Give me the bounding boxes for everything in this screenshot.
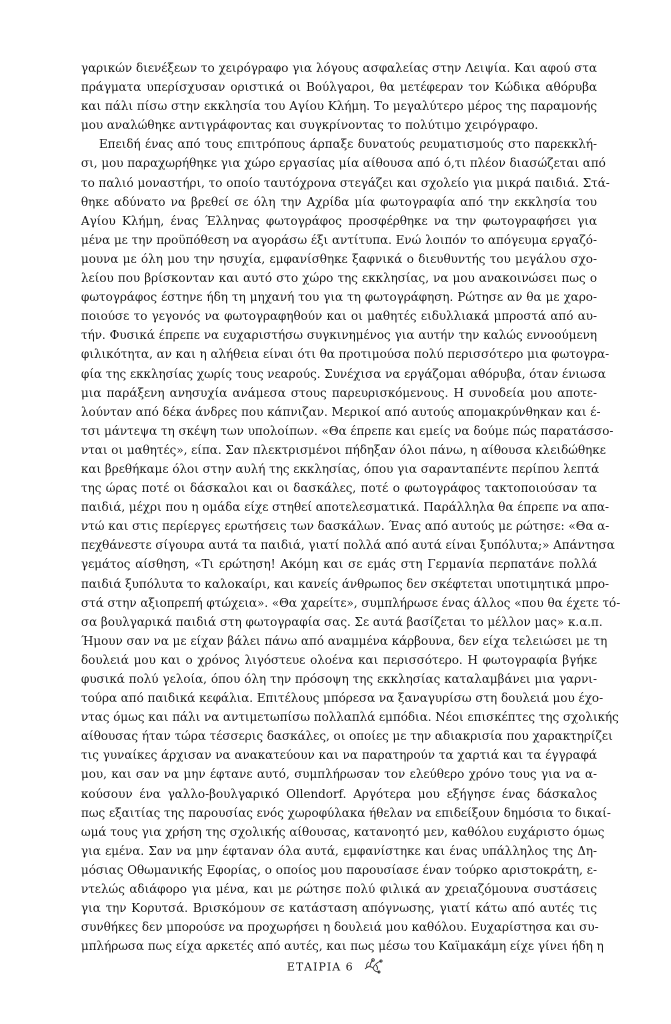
text-line: συνθήκες δεν μπορούσε να προχωρήσει η δουλειά μου καθόλου. Ευχαρίστησα και συ- xyxy=(81,920,599,935)
text-line: μια παράξενη ανησυχία ανάμεσα στους παρευρισκόμενους. Η συνοδεία μου αποτε- xyxy=(81,385,597,400)
page-footer xyxy=(0,957,671,978)
text-line: Ήμουν σαν να με είχαν βάλει πάνω από αναμμένα κάρβουνα, δεν είχα τελειώσει με τη xyxy=(81,633,608,648)
text-line: νται οι μαθητές», είπα. Σαν πλεκτρισμένοι πήδηξαν όλοι πάνω, η αίθουσα κλειδώθηκε xyxy=(81,442,606,457)
text-line: πως εξαιτίας της παρουσίας ενός χωροφύλακα ήθελαν να επιδείξουν δημόσια το δικαί- xyxy=(81,805,611,820)
page-number: 6 xyxy=(345,960,354,974)
text-line: μουνα με όλη μου την ησυχία, εμφανίσθηκε ξαφνικά ο διευθυντής του μεγάλου σχο- xyxy=(81,251,597,266)
text-line: τσι μάντεψα τη σκέψη των υπολοίπων. «Θα έπρεπε και εμείς να δούμε πώς παρατάσσο- xyxy=(81,423,614,438)
body-text xyxy=(81,59,621,956)
text-line: στά στην αξιοπρεπή φτώχεια». «Θα χαρείτε», συμπλήρωσε ένας άλλος «που θα έχετε τό- xyxy=(81,595,621,610)
text-line: κούσουν ένα γαλλο-βουλγαρικό Ollendorf. Αργότερα μου εξήγησε ένας δάσκαλος xyxy=(81,786,597,801)
text-line: μου, και σαν να μην έφτανε αυτό, συμπλήρωσαν τον ελεύθερο χρόνο τους για να α- xyxy=(81,767,597,782)
text-line: μόσιας Οθωμανικής Εφορίας, ο οποίος μου παρουσίασε έναν τούρκο αριστοκράτη, ε- xyxy=(81,862,597,877)
text-line: σι, μου παραχωρήθηκε για χώρο εργασίας μία αίθουσα από ό,τι πλέον διασώζεται από xyxy=(81,156,606,171)
text-line: παιδιά ξυπόλυτα το καλοκαίρι, και κανείς άνθρωπος δεν σκέφτεται υποτιμητικά μπρο- xyxy=(81,576,610,591)
text-line: Αγίου Κλήμη, ένας Έλληνας φωτογράφος προσφέρθηκε να την φωτογραφήσει για xyxy=(81,213,597,228)
text-line: πράγματα υπερίσχυσαν οριστικά οι Βούλγαροι, θα μετέφεραν τον Κώδικα αθόρυβα xyxy=(81,80,597,95)
text-line: λείου που βρίσκονταν και αυτό στο χώρο της εκκλησίας, να μου ανακοινώσει πως ο xyxy=(81,271,597,286)
text-line: ωμά τους για χρήση της σχολικής αίθουσας, κατανοητό μεν, καθόλου ευχάριστο όμως xyxy=(81,824,605,839)
text-line: για εμένα. Σαν να μην έφταναν όλα αυτά, εμφανίστηκε και ένας υπάλληλος της Δη- xyxy=(81,843,597,858)
text-line: φυσικά πολύ γελοία, όπου όλη την πρόσοψη της εκκλησίας καταλαμβάνει μια γαρνι- xyxy=(81,672,597,686)
text-line: και πάλι πίσω στην εκκλησία του Αγίου Κλήμη. Το μεγαλύτερο μέρος της παραμονής xyxy=(81,99,597,114)
text-line: ντελώς αδιάφορο για μένα, και με ρώτησε πολύ φιλικά αν χρειαζόμουνα συστάσεις xyxy=(81,882,597,897)
text-line: το παλιό μοναστήρι, το οποίο ταυτόχρονα στεγάζει και σχολείο για μικρά παιδιά. Στά- xyxy=(81,175,610,190)
text-line: μου αναλώθηκε αντιγράφοντας και συγκρίνοντας το πολύτιμο χειρόγραφο. xyxy=(81,118,539,133)
text-line: αίθουσας ήταν τώρα τέσσερις δασκάλες, οι οποίες με την αδιακρισία που χαρακτηρίζει xyxy=(81,729,613,744)
text-line: τήν. Φυσικά έπρεπε να ευχαριστήσω συγκινημένος για αυτήν την καλώς εννοούμενη xyxy=(81,328,597,343)
text-line: μπλήρωσα πως είχα αρκετές από αυτές, και πως μέσω του Καϊμακάμη είχε γίνει ήδη η xyxy=(81,939,604,954)
text-line: φία της εκκλησίας χωρίς τους νεαρούς. Συνέχισα να εργάζομαι αθόρυβα, όταν ένιωσα xyxy=(81,366,606,381)
text-line: πεχθάνεστε σίγουρα αυτά τα παιδιά, γιατί πολλά από αυτά είναι ξυπόλυτα;» Απάντησα xyxy=(81,538,615,553)
text-line: γεμάτος αίσθηση, «Τι ερώτηση! Ακόμη και σε εμάς στη Γερμανία περπατάνε πολλά xyxy=(81,557,597,572)
text-line: σα βουλγαρικά παιδιά στη φωτογραφία σας. Σε αυτά βασίζεται το μέλλον μας» κ.α.π. xyxy=(81,614,603,629)
text-line: τις γυναίκες άρχισαν να ανακατεύουν και να παρατηρούν τα χαρτιά και τα έγγραφά xyxy=(81,748,597,763)
text-line: θηκε αδύνατο να βρεθεί σε όλη την Αχρίδα μία φωτογραφία από την εκκλησία του xyxy=(81,194,597,209)
text-line: τούρα από παιδικά κεφάλια. Επιτέλους μπόρεσα να ξαναγυρίσω στη δουλειά μου έχο- xyxy=(81,691,604,706)
text-line: λούνταν από δέκα άνδρες που κάπνιζαν. Μερικοί από αυτούς απομακρύνθηκαν και έ- xyxy=(81,404,601,419)
text-line: για την Κορυτσά. Βρισκόμουν σε κατάσταση απόγνωσης, γιατί κάτω από αυτές τις xyxy=(81,901,597,916)
text-line: γαρικών διενέξεων το χειρόγραφο για λόγους ασφαλείας στην Λειψία. Και αφού στα xyxy=(81,61,597,75)
text-line: ντας όμως και πάλι να αντιμετωπίσω πολλαπλά εμπόδια. Νέοι επισκέπτες της σχολικής xyxy=(81,710,619,725)
text-line: μένα με την προϋπόθεση να αγοράσω έξι αντίτυπα. Ενώ λοιπόν το απόγευμα εργαζό- xyxy=(81,232,597,247)
text-line: Επειδή ένας από τους επιτρόπους άρπαξε δυνατούς ρευματισμούς στο παρεκκλή- xyxy=(99,137,597,152)
text-line: ποιούσε το γεγονός να φωτογραφηθούν και οι μαθητές ειδυλλιακά μπροστά από αυ- xyxy=(81,309,597,324)
text-line: δουλειά μου και ο χρόνος λιγόστευε ολοένα και περισσότερο. Η φωτογραφία βγήκε xyxy=(81,652,597,667)
floral-ornament-icon xyxy=(362,957,384,978)
text-line: παιδιά, μέχρι που η ομάδα είχε στηθεί αποτελεσματικά. Παράλληλα θα έπρεπε να απα- xyxy=(81,500,610,515)
text-line: φιλικότητα, αν και η αλήθεια είναι ότι θα προτιμούσα πολύ περισσότερο μια φωτογρα- xyxy=(81,347,610,362)
text-line: και βρεθήκαμε όλοι στην αυλή της εκκλησίας, όπου για σαρανταπέντε περίπου λεπτά xyxy=(81,461,600,476)
text-line: φωτογράφος έστηνε ήδη τη μηχανή του για τη φωτογράφηση. Ρώτησε αν θα με χαρο- xyxy=(81,290,597,305)
journal-title: ΕΤΑΙΡΙΑ xyxy=(286,960,342,974)
text-line: ντώ και στις περίεργες ερωτήσεις των δασκάλων. Ένας από αυτούς με ρώτησε: «Θα α- xyxy=(81,519,610,534)
text-line: της ώρας ποτέ οι δάσκαλοι και οι δασκάλες, ποτέ ο φωτογράφος τακτοποιούσαν τα xyxy=(81,481,597,496)
